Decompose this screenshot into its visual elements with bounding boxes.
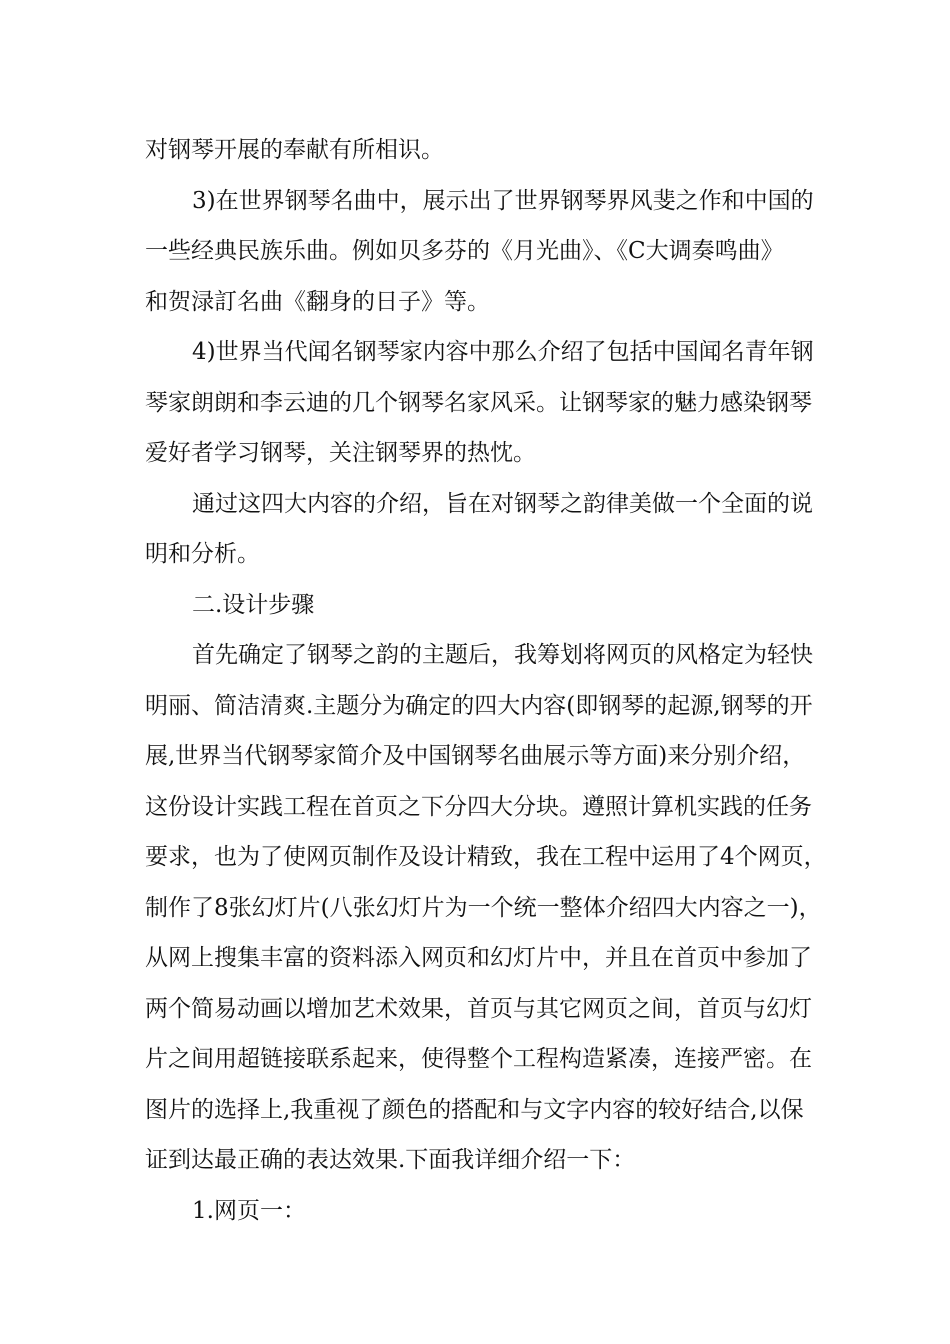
text-line: 从网上搜集丰富的资料添入网页和幻灯片中，并且在首页中参加了 bbox=[145, 945, 812, 971]
text-line: 爱好者学习钢琴，关注钢琴界的热忱。 bbox=[145, 440, 536, 466]
text-line: 通过这四大内容的介绍，旨在对钢琴之韵律美做一个全面的说 bbox=[192, 491, 813, 517]
section-heading: 二.设计步骤 bbox=[192, 592, 315, 618]
text-line: 首先确定了钢琴之韵的主题后，我筹划将网页的风格定为轻快 bbox=[192, 642, 813, 668]
text-line: 一些经典民族乐曲。例如贝多芬的《月光曲》、《C大调奏鸣曲》 bbox=[145, 238, 784, 264]
text-line: 琴家朗朗和李云迪的几个钢琴名家风采。让钢琴家的魅力感染钢琴 bbox=[145, 390, 812, 416]
text-line: 展,世界当代钢琴家简介及中国钢琴名曲展示等方面)来分别介绍， bbox=[145, 743, 806, 769]
text-line: 对钢琴开展的奉献有所相识。 bbox=[145, 137, 444, 163]
text-line: 两个简易动画以增加艺术效果，首页与其它网页之间，首页与幻灯 bbox=[145, 996, 812, 1022]
text-line: 4)世界当代闻名钢琴家内容中那么介绍了包括中国闻名青年钢 bbox=[192, 339, 814, 365]
text-line: 明和分析。 bbox=[145, 541, 260, 567]
text-line: 片之间用超链接联系起来，使得整个工程构造紧凑，连接严密。在 bbox=[145, 1046, 812, 1072]
text-line: 和贺渌訂名曲《翻身的日子》等。 bbox=[145, 289, 490, 315]
subsection-heading: 1.网页一： bbox=[192, 1198, 306, 1224]
text-line: 证到达最正确的表达效果.下面我详细介绍一下： bbox=[145, 1147, 636, 1173]
text-line: 这份设计实践工程在首页之下分四大分块。遵照计算机实践的任务 bbox=[145, 794, 812, 820]
text-line: 图片的选择上,我重视了颜色的搭配和与文字内容的较好结合,以保 bbox=[145, 1097, 804, 1123]
text-line: 要求，也为了使网页制作及设计精致，我在工程中运用了4个网页， bbox=[145, 844, 827, 870]
text-line: 3)在世界钢琴名曲中，展示出了世界钢琴界风斐之作和中国的 bbox=[192, 188, 814, 214]
text-line: 制作了8张幻灯片(八张幻灯片为一个统一整体介绍四大内容之一)， bbox=[145, 895, 822, 921]
text-line: 明丽、简洁清爽.主题分为确定的四大内容(即钢琴的起源,钢琴的开 bbox=[145, 693, 813, 719]
